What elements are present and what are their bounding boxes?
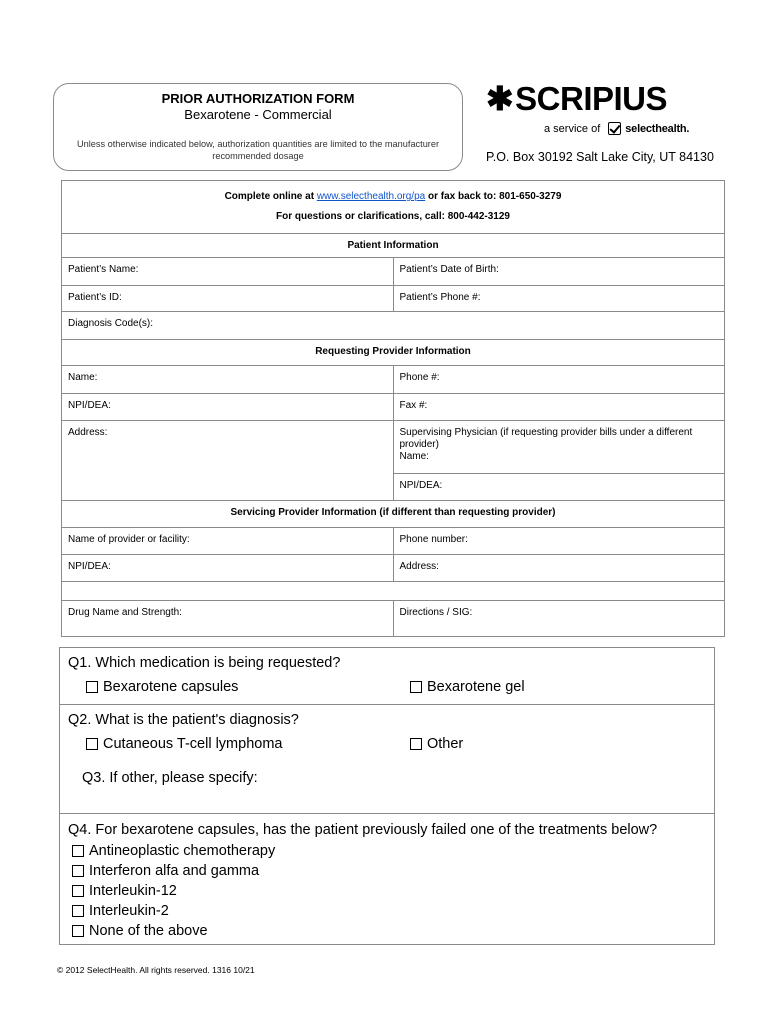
fax-back-text: or fax back to: 801-650-3279 <box>425 191 562 202</box>
option-other[interactable] <box>410 736 463 752</box>
checkbox-icon[interactable] <box>72 905 84 917</box>
logo-name: SCRIPIUS <box>515 80 668 117</box>
dosage-note: Unless otherwise indicated below, authorization quantities are limited to the manufacturer recommended dosage <box>76 139 440 161</box>
question-1: Q1. Which medication is being requested? <box>68 655 341 671</box>
questions-line: For questions or clarifications, call: 800-442-3129 <box>276 211 510 222</box>
patient-section-row <box>62 234 725 258</box>
supervising-name-label: Name: <box>399 451 429 462</box>
option-interleukin-12[interactable] <box>72 883 177 899</box>
directions-field[interactable]: Directions / SIG: <box>393 601 725 637</box>
option-label: Interleukin-2 <box>89 903 169 919</box>
requesting-row-3 <box>62 421 725 474</box>
checkbox-icon[interactable] <box>86 681 98 693</box>
diagnosis-codes-field[interactable]: Diagnosis Code(s): <box>62 312 725 340</box>
form-subtitle: Bexarotene - Commercial <box>184 107 332 122</box>
option-label: Antineoplastic chemotherapy <box>89 843 276 859</box>
question-2: Q2. What is the patient's diagnosis? <box>68 712 299 728</box>
contact-cell <box>62 181 725 234</box>
scripius-logo <box>486 82 716 172</box>
requesting-section-header: Requesting Provider Information <box>62 340 725 366</box>
question-3: Q3. If other, please specify: <box>82 770 258 786</box>
form-title-box <box>53 83 463 171</box>
requesting-phone-field[interactable]: Phone #: <box>393 366 725 394</box>
checkbox-icon[interactable] <box>410 681 422 693</box>
complete-online-prefix: Complete online at <box>224 191 317 202</box>
contact-row <box>62 181 725 234</box>
checkbox-icon[interactable] <box>410 738 422 750</box>
asterisk-icon: ✱ <box>486 80 514 117</box>
checkbox-icon[interactable] <box>72 865 84 877</box>
servicing-section-header: Servicing Provider Information (if different than requesting provider) <box>62 501 725 528</box>
checkbox-icon[interactable] <box>72 925 84 937</box>
questions-box <box>59 647 715 945</box>
service-prefix: a service of <box>544 122 601 135</box>
servicing-row-1 <box>62 528 725 555</box>
patient-phone-field[interactable]: Patient’s Phone #: <box>393 286 725 312</box>
servicing-name-field[interactable]: Name of provider or facility: <box>62 528 394 555</box>
checkbox-icon[interactable] <box>86 738 98 750</box>
patient-row-1 <box>62 258 725 286</box>
selecthealth-check-icon <box>608 122 621 135</box>
option-label: Bexarotene gel <box>427 679 525 695</box>
drug-name-field[interactable]: Drug Name and Strength: <box>62 601 394 637</box>
copyright-footer: © 2012 SelectHealth. All rights reserved. 1316 10/21 <box>57 965 255 975</box>
service-line <box>544 122 689 135</box>
option-label: Bexarotene capsules <box>103 679 239 695</box>
patient-name-field[interactable]: Patient’s Name: <box>62 258 394 286</box>
form-title: PRIOR AUTHORIZATION FORM <box>161 91 355 106</box>
option-interleukin-2[interactable] <box>72 903 169 919</box>
drug-row <box>62 601 725 637</box>
divider <box>60 813 714 814</box>
option-cutaneous-t-cell-lymphoma[interactable] <box>86 736 282 752</box>
spacer-cell <box>62 582 725 601</box>
patient-dob-field[interactable]: Patient’s Date of Birth: <box>393 258 725 286</box>
option-label: Interferon alfa and gamma <box>89 863 260 879</box>
authorization-form-table <box>61 180 725 637</box>
supervising-physician-field[interactable] <box>393 421 725 474</box>
servicing-npi-field[interactable]: NPI/DEA: <box>62 555 394 582</box>
requesting-row-1 <box>62 366 725 394</box>
requesting-section-row <box>62 340 725 366</box>
checkbox-icon[interactable] <box>72 845 84 857</box>
option-label: Other <box>427 736 464 752</box>
option-antineoplastic-chemotherapy[interactable] <box>72 843 275 859</box>
question-4: Q4. For bexarotene capsules, has the patient previously failed one of the treatments below? <box>68 822 658 838</box>
patient-row-2 <box>62 286 725 312</box>
servicing-row-2 <box>62 555 725 582</box>
option-interferon-alfa-gamma[interactable] <box>72 863 259 879</box>
requesting-row-2 <box>62 394 725 421</box>
checkbox-icon[interactable] <box>72 885 84 897</box>
spacer-row <box>62 582 725 601</box>
divider <box>60 704 714 705</box>
supervising-label: Supervising Physician (if requesting provider bills under a different provider) <box>399 427 693 450</box>
servicing-phone-field[interactable]: Phone number: <box>393 528 725 555</box>
logo-wordmark <box>486 82 667 116</box>
selecthealth-name: selecthealth. <box>625 122 690 135</box>
servicing-address-field[interactable]: Address: <box>393 555 725 582</box>
option-label: Interleukin-12 <box>89 883 177 899</box>
servicing-section-row <box>62 501 725 528</box>
mailing-address: P.O. Box 30192 Salt Lake City, UT 84130 <box>486 150 714 164</box>
diagnosis-row <box>62 312 725 340</box>
supervising-npi-field[interactable]: NPI/DEA: <box>393 474 725 501</box>
option-bexarotene-capsules[interactable] <box>86 679 238 695</box>
option-label: None of the above <box>89 923 208 939</box>
selecthealth-pa-link[interactable]: www.selecthealth.org/pa <box>316 191 426 202</box>
requesting-name-field[interactable]: Name: <box>62 366 394 394</box>
requesting-npi-field[interactable]: NPI/DEA: <box>62 394 394 421</box>
patient-section-header: Patient Information <box>62 234 725 258</box>
option-label: Cutaneous T-cell lymphoma <box>103 736 283 752</box>
patient-id-field[interactable]: Patient’s ID: <box>62 286 394 312</box>
option-none-of-the-above[interactable] <box>72 923 208 939</box>
requesting-fax-field[interactable]: Fax #: <box>393 394 725 421</box>
option-bexarotene-gel[interactable] <box>410 679 525 695</box>
requesting-address-field[interactable]: Address: <box>62 421 394 501</box>
